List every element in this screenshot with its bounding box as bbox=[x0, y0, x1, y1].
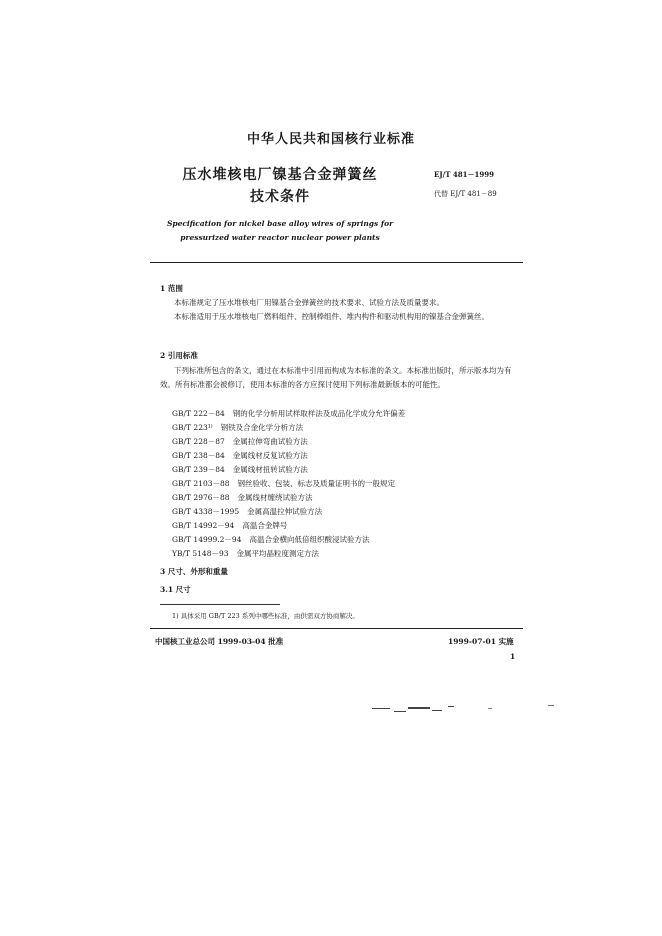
reference-name: 金属线材反复试验方法 bbox=[232, 451, 308, 460]
footnote: 1) 具体采用 GB/T 223 系列中哪些标准，由供需双方协商解决。 bbox=[172, 612, 359, 620]
reference-item bbox=[172, 548, 319, 559]
reference-item bbox=[172, 478, 395, 489]
reference-name: 高温合金横向低倍组织酸浸试验方法 bbox=[249, 535, 370, 544]
reference-item bbox=[172, 534, 369, 545]
section-3-1-heading: 3.1 尺寸 bbox=[160, 585, 191, 594]
scan-noise bbox=[408, 707, 430, 709]
page-number: 1 bbox=[510, 652, 516, 661]
reference-code: GB/T 238－84 bbox=[172, 451, 225, 460]
english-title-line-2: pressurized water reactor nuclear power plants bbox=[180, 233, 380, 242]
header-rule bbox=[150, 262, 523, 263]
reference-code: GB/T 4338－1995 bbox=[172, 507, 240, 516]
scan-noise bbox=[488, 708, 492, 709]
reference-name: 金属线材缠绕试验方法 bbox=[237, 493, 313, 502]
reference-name: 钢的化学分析用试样取样法及成品化学成分允许偏差 bbox=[232, 409, 406, 418]
reference-name: 钢丝验收、包装、标志及质量证明书的一般规定 bbox=[237, 479, 396, 488]
reference-item bbox=[172, 520, 287, 531]
scan-noise bbox=[394, 711, 406, 712]
reference-code: YB/T 5148－93 bbox=[172, 549, 229, 558]
gov-standard-heading: 中华人民共和国核行业标准 bbox=[246, 132, 415, 147]
reference-code: GB/T 2103－88 bbox=[172, 479, 230, 488]
scan-noise bbox=[432, 710, 442, 711]
reference-code: GB/T 223¹⁾ bbox=[172, 423, 213, 432]
section-2-heading: 2 引用标准 bbox=[160, 351, 198, 360]
approval-date: 中国核工业总公司 1999-03-04 批准 bbox=[155, 637, 284, 646]
effective-date: 1999-07-01 实施 bbox=[448, 637, 514, 646]
section-1-paragraph-2: 本标准适用于压水堆核电厂燃料组件、控制棒组件、堆内构件和驱动机构用的镍基合金弹簧丝。 bbox=[174, 312, 489, 321]
english-title-line-1: Specification for nickel base alloy wires of springs for bbox=[166, 219, 394, 228]
reference-item bbox=[172, 436, 308, 447]
reference-item bbox=[172, 506, 322, 517]
reference-name: 钢铁及合金化学分析方法 bbox=[220, 423, 304, 432]
reference-name: 金属高温拉伸试验方法 bbox=[247, 507, 323, 516]
scan-noise bbox=[372, 708, 390, 709]
scan-noise bbox=[548, 705, 554, 706]
reference-name: 高温合金牌号 bbox=[242, 521, 288, 530]
reference-name: 金属平均晶粒度测定方法 bbox=[236, 549, 320, 558]
reference-code: GB/T 2976－88 bbox=[172, 493, 230, 502]
reference-code: GB/T 14992－94 bbox=[172, 521, 235, 530]
scan-noise bbox=[448, 706, 454, 707]
reference-code: GB/T 14999.2－94 bbox=[172, 535, 242, 544]
document-title-line-1: 压水堆核电厂镍基合金弹簧丝 bbox=[182, 167, 378, 183]
reference-item bbox=[172, 492, 313, 503]
document-title-line-2: 技术条件 bbox=[250, 189, 310, 205]
reference-code: GB/T 228－87 bbox=[172, 437, 225, 446]
footnote-rule bbox=[160, 604, 280, 605]
reference-code: GB/T 239－84 bbox=[172, 465, 225, 474]
reference-code: GB/T 222－84 bbox=[172, 409, 225, 418]
reference-item bbox=[172, 422, 303, 433]
reference-item bbox=[172, 464, 308, 475]
section-3-heading: 3 尺寸、外形和重量 bbox=[160, 567, 228, 576]
reference-item bbox=[172, 408, 405, 419]
footer-rule bbox=[150, 628, 523, 629]
reference-name: 金属拉伸弯曲试验方法 bbox=[232, 437, 308, 446]
section-1-heading: 1 范围 bbox=[160, 284, 183, 293]
section-1-paragraph-1: 本标准规定了压水堆核电厂用镍基合金弹簧丝的技术要求、试验方法及质量要求。 bbox=[174, 298, 444, 307]
reference-name: 金属线材扭转试验方法 bbox=[232, 465, 308, 474]
replaces-standard: 代替 EJ/T 481－89 bbox=[434, 190, 497, 198]
standard-code: EJ/T 481－1999 bbox=[434, 170, 494, 179]
section-2-paragraph: 下列标准所包含的条文，通过在本标准中引用而构成为本标准的条文。本标准出版时，所示版本均为有效。所有标准都会被修订，使用本标准的各方应探讨使用下列标准最新版本的可能性。 bbox=[160, 366, 512, 389]
reference-item bbox=[172, 450, 308, 461]
